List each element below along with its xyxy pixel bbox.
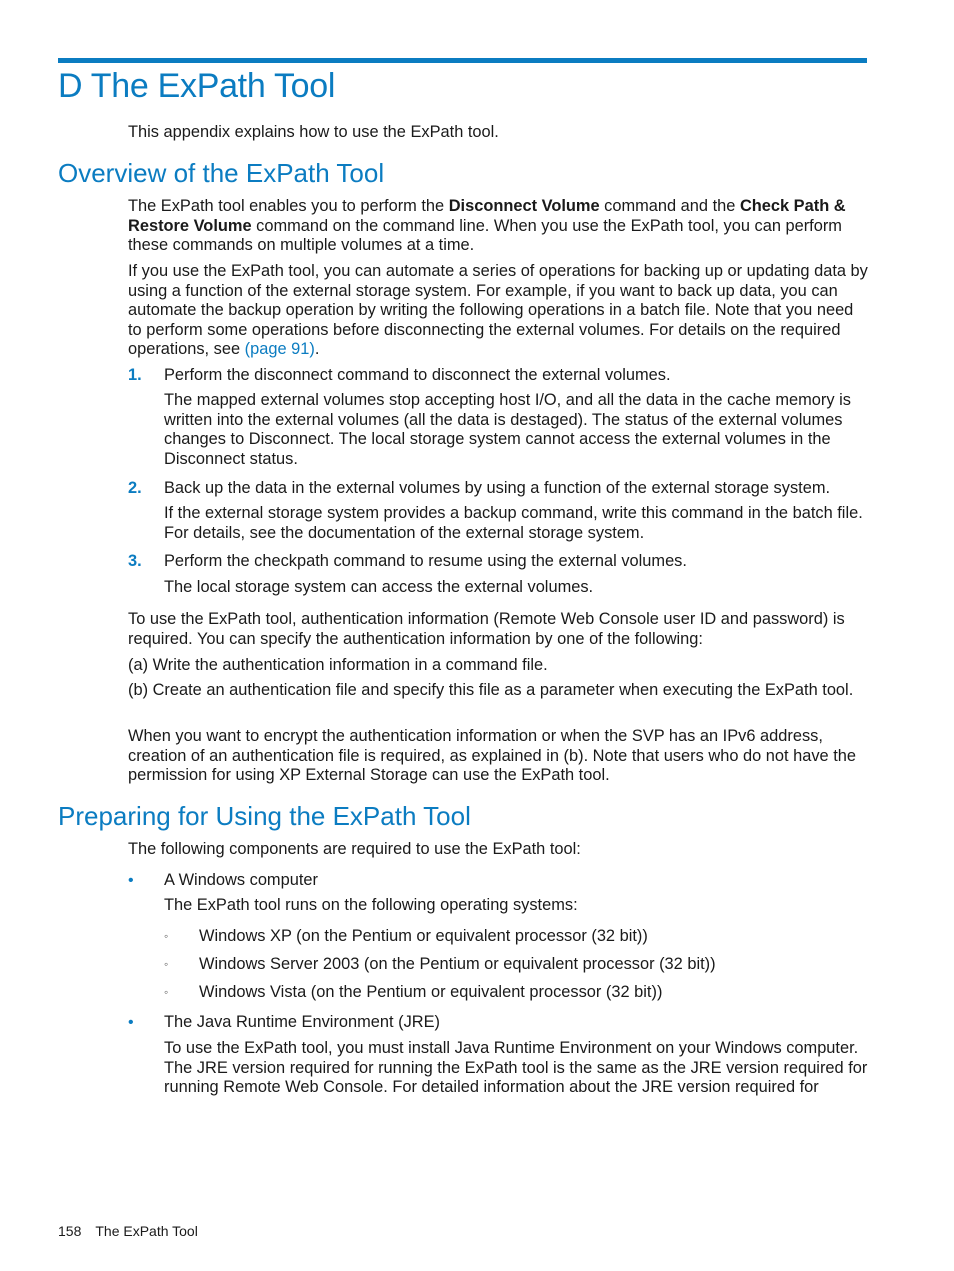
step-number: 2. [128, 479, 142, 497]
footer-title: The ExPath Tool [95, 1223, 198, 1239]
step-detail: The mapped external volumes stop accepting host I/O, and all the data in the cache memory is written into the external volumes (all the data is destaged). The status of the external volumes changes to Disconnect. The local storage system cannot access the external volumes in the Disconnect status. [164, 391, 851, 468]
step-text: Perform the disconnect command to disconnect the external volumes. [164, 366, 671, 384]
overview-paragraph-2: If you use the ExPath tool, you can automate a series of operations for backing up or updating data by using a function of the external storage system. For example, if you want to back up data, you can automate the backup operation by writing the following operations in a batch file. Note that you need to perform some operations before disconnecting the external volumes. For details on the required operations, see (page 91). [128, 262, 868, 358]
bullet-detail: To use the ExPath tool, you must install Java Runtime Environment on your Windows computer. The JRE version required for running the ExPath tool is the same as the JRE version required for running Remote Web Console. For detailed information about the JRE version required for [164, 1039, 868, 1096]
page-number: 158 [58, 1223, 82, 1239]
step-number: 1. [128, 366, 142, 384]
overview-paragraph-4: (a) Write the authentication information in a command file. [128, 656, 548, 674]
bullet-detail: The ExPath tool runs on the following operating systems: [164, 896, 578, 914]
sub-bullet-icon: ◦ [164, 985, 169, 999]
overview-paragraph-6: When you want to encrypt the authentication information or when the SVP has an IPv6 address, creation of an authentication file is required, as explained in (b). Note that users who do not have the permission for using XP External Storage can use the ExPath tool. [128, 727, 857, 784]
bullet-label: A Windows computer [164, 871, 318, 889]
overview-paragraph-1: The ExPath tool enables you to perform the Disconnect Volume command and the Check Path & Restore Volume command on the command line. When you use the ExPath tool, you can perform these commands on multiple volumes at a time. [128, 197, 846, 254]
section-title-overview: Overview of the ExPath Tool [58, 158, 385, 188]
step-text: Back up the data in the external volumes by using a function of the external storage system. [164, 479, 831, 497]
step-detail: The local storage system can access the external volumes. [164, 578, 594, 596]
overview-paragraph-3: To use the ExPath tool, authentication information (Remote Web Console user ID and password) is required. You can specify the authentication information by one of the following: [128, 610, 845, 648]
os-item: Windows Server 2003 (on the Pentium or equivalent processor (32 bit)) [199, 955, 716, 973]
page-footer [58, 1222, 198, 1240]
bullet-icon: • [128, 1014, 134, 1031]
os-item: Windows Vista (on the Pentium or equivalent processor (32 bit)) [199, 983, 663, 1001]
chapter-rule [58, 58, 867, 63]
sub-bullet-icon: ◦ [164, 929, 169, 943]
os-item: Windows XP (on the Pentium or equivalent processor (32 bit)) [199, 927, 648, 945]
step-text: Perform the checkpath command to resume using the external volumes. [164, 552, 687, 570]
preparing-intro: The following components are required to use the ExPath tool: [128, 840, 581, 858]
section-title-preparing: Preparing for Using the ExPath Tool [58, 801, 471, 831]
page-link[interactable]: (page 91) [244, 340, 315, 358]
sub-bullet-icon: ◦ [164, 957, 169, 971]
step-detail: If the external storage system provides a backup command, write this command in the batch file. For details, see the documentation of the external storage system. [164, 504, 863, 542]
overview-paragraph-5: (b) Create an authentication file and specify this file as a parameter when executing the ExPath tool. [128, 681, 854, 699]
step-number: 3. [128, 552, 142, 570]
bullet-label: The Java Runtime Environment (JRE) [164, 1013, 441, 1031]
chapter-title: D The ExPath Tool [58, 67, 336, 105]
intro-paragraph: This appendix explains how to use the ExPath tool. [128, 123, 499, 141]
bullet-icon: • [128, 872, 134, 889]
